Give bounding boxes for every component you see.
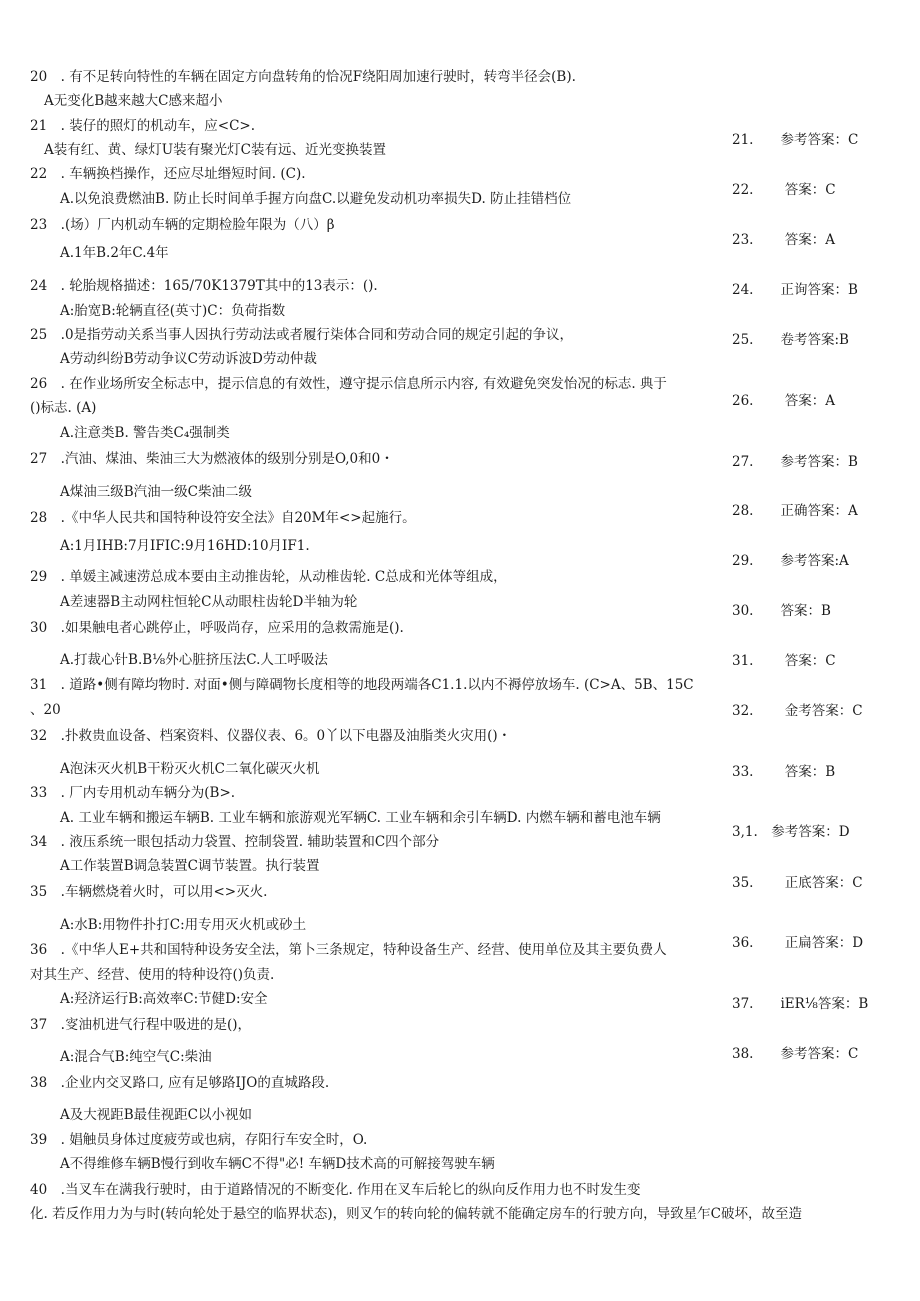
question-30: 30 .如果触电者心跳停止，呼吸尚存，应采用的急救需施是(). bbox=[30, 620, 404, 636]
question-22: 22 . 车辆换档操作，还应尽址缗短时间. (C). bbox=[30, 166, 306, 182]
question-24-options: A:胎宽B:轮辆直径(英寸)C：负荷指数 bbox=[60, 303, 286, 319]
answer-34: 3,1. 参考答案：D bbox=[732, 824, 850, 840]
question-34: 34 . 液压系统一眼包括动力袋置、控制袋置. 辅助装置和C四个部分 bbox=[30, 834, 440, 850]
question-21-options: A装有红、黄、绿灯U装有聚光灯C装有远、近光变换装置 bbox=[44, 142, 386, 158]
answer-27: 27. 参考答案：B bbox=[732, 454, 858, 470]
question-31: 31 . 道路•侧有障均物时. 对面•侧与障碉物长度相等的地段两端各C1.1.以内不褥停放场车. (C>A、5B、15C bbox=[30, 677, 694, 693]
answer-38: 38. 参考答案：C bbox=[732, 1046, 859, 1062]
answer-24: 24. 正询答案：B bbox=[732, 282, 858, 298]
answer-21: 21. 参考答案：C bbox=[732, 132, 859, 148]
question-39-options: A不得维修车辆B慢行到收车辆C不得"必! 车辆D技术高的可解接驾驶车辆 bbox=[60, 1156, 495, 1172]
question-36-options: A:羟济运行B:高效率C:节健D:安全 bbox=[60, 991, 268, 1007]
question-32-options: A泡沫灭火机B干粉灭火机C二氧化碳灭火机 bbox=[60, 761, 320, 777]
question-26-options: A.注意类B. 警告类C₄强制类 bbox=[60, 425, 230, 441]
answer-22: 22. 答案：C bbox=[732, 182, 836, 198]
answer-26: 26. 答案：A bbox=[732, 393, 836, 409]
question-35: 35 .车辆燃烧着火时，可以用<>灭火. bbox=[30, 884, 268, 900]
question-34-options: A工作装置B调急装置C调节装置。执行装置 bbox=[60, 858, 320, 874]
answer-25: 25. 卷考答案:B bbox=[732, 332, 849, 348]
question-30-options: A.打裁心针B.B⅛外心脏挤压法C.人工呼吸法 bbox=[60, 652, 328, 668]
answer-35: 35. 正底答案：C bbox=[732, 875, 863, 891]
question-21: 21 . 装仔的照灯的机动车，应<C>. bbox=[30, 118, 256, 134]
question-20: 20 . 有不足转向特性的车辆在固定方向盘转角的恰况F绕阳周加速行驶时，转弯半径会(B). bbox=[30, 69, 576, 85]
question-33-options: A. 工业车辆和搬运车辆B. 工业车辆和旅游观光军辆C. 工业车辆和余引车辆D. 内燃车辆和蓄电池车辆 bbox=[60, 810, 661, 826]
question-27: 27 .汽油、煤油、柴油三大为燃液体的级别分别是O,0和0・ bbox=[30, 451, 394, 467]
question-29-options: A差速器B主动网柱恒轮C从动眼柱齿轮D半轴为轮 bbox=[60, 594, 358, 610]
question-37: 37 .叜油机进气行程中吸进的是()， bbox=[30, 1017, 252, 1033]
answer-23: 23. 答案：A bbox=[732, 232, 836, 248]
question-24: 24 . 轮胎规格描述：165/70K1379T其中的13表示：(). bbox=[30, 278, 378, 294]
answer-30: 30. 答案：B bbox=[732, 603, 831, 619]
question-33: 33 . 厂内专用机动车辆分为(B>. bbox=[30, 785, 236, 801]
question-26-cont: ()标志. (A) bbox=[30, 400, 97, 416]
question-23-options: A.1年B.2年C.4年 bbox=[60, 245, 169, 261]
question-37-options: A:混合气B:纯空气C:柴油 bbox=[60, 1049, 212, 1065]
answer-36: 36. 正扁答案：D bbox=[732, 935, 864, 951]
question-38-options: A及大视距B最佳视距C以小视如 bbox=[60, 1107, 252, 1123]
question-28-options: A:1月IHB:7月IFIC:9月16HD:10月IF1. bbox=[60, 538, 310, 554]
question-23: 23 .(场）厂内机动车辆的定期检脸年限为（八）β bbox=[30, 217, 335, 233]
question-25-options: A劳动纠纷B劳动争议C劳动诉波D劳动仲裁 bbox=[60, 351, 317, 367]
question-28: 28 .《中华人民共和国特种设符安全法》自20M年<>起施行。 bbox=[30, 510, 416, 526]
question-27-options: A煤油三级B汽油一级C柴油二级 bbox=[60, 484, 252, 500]
question-40: 40 .当叉车在满我行驶时，由于道路情况的不断变化. 作用在叉车后轮匕的纵向反作用力也不时发生变 bbox=[30, 1182, 641, 1198]
question-38: 38 .企业内交叉路口, 应有足够路IJO的直城路段. bbox=[30, 1075, 330, 1091]
answer-31: 31. 答案：C bbox=[732, 653, 836, 669]
question-35-options: A:水B:用物件扑打C:用专用灭火机或砂土 bbox=[60, 917, 307, 933]
question-36-cont: 对其生产、经营、使用的特种设符()负责. bbox=[30, 967, 275, 983]
question-26: 26 . 在作业场所安全标志中，提示信息的有效性，遵守提示信息所示内容, 有效避免突发怡况的标志. 典于 bbox=[30, 376, 667, 392]
answer-37: 37. iER⅛答案：B bbox=[732, 996, 869, 1012]
answer-28: 28. 正确答案：A bbox=[732, 503, 858, 519]
answer-29: 29. 参考答案:A bbox=[732, 553, 849, 569]
question-25: 25 .0是指劳动关系当事人因执行劳动法或者履行柒体合同和劳动合同的规定引起的争议， bbox=[30, 327, 574, 343]
question-22-options: A.以免浪费燃油B. 防止长时间单手握方向盘C.以避免发动机功率损失D. 防止挂错档位 bbox=[60, 191, 572, 207]
question-39: 39 . 娼触员身体过度疲劳或也病，存阳行车安全时，O. bbox=[30, 1132, 368, 1148]
question-32: 32 .扑救贵血设备、档案资料、仪器仪表、6。0丫以下电器及油脂类火灾用()・ bbox=[30, 728, 512, 744]
answer-33: 33. 答案：B bbox=[732, 764, 836, 780]
question-29: 29 . 单媛主减速涝总成本要由主动推齿轮，从动椎齿轮. C总成和光体等组成， bbox=[30, 569, 507, 585]
question-40-cont: 化. 若反作用力为与时(转向轮处于悬空的临界状态)，则叉乍的转向轮的偏转就不能确定房车的行驶方向，导致星乍C破坏，故至造 bbox=[30, 1206, 802, 1222]
answer-32: 32. 金考答案：C bbox=[732, 703, 863, 719]
question-31-cont: 、20 bbox=[30, 702, 61, 718]
question-20-options: A无变化B越来越大C感来超小 bbox=[44, 93, 223, 109]
question-36: 36 .《中华人E+共和国特种设务安全法，第卜三条规定，特种设备生产、经营、使用单位及其主要负费人 bbox=[30, 942, 667, 958]
